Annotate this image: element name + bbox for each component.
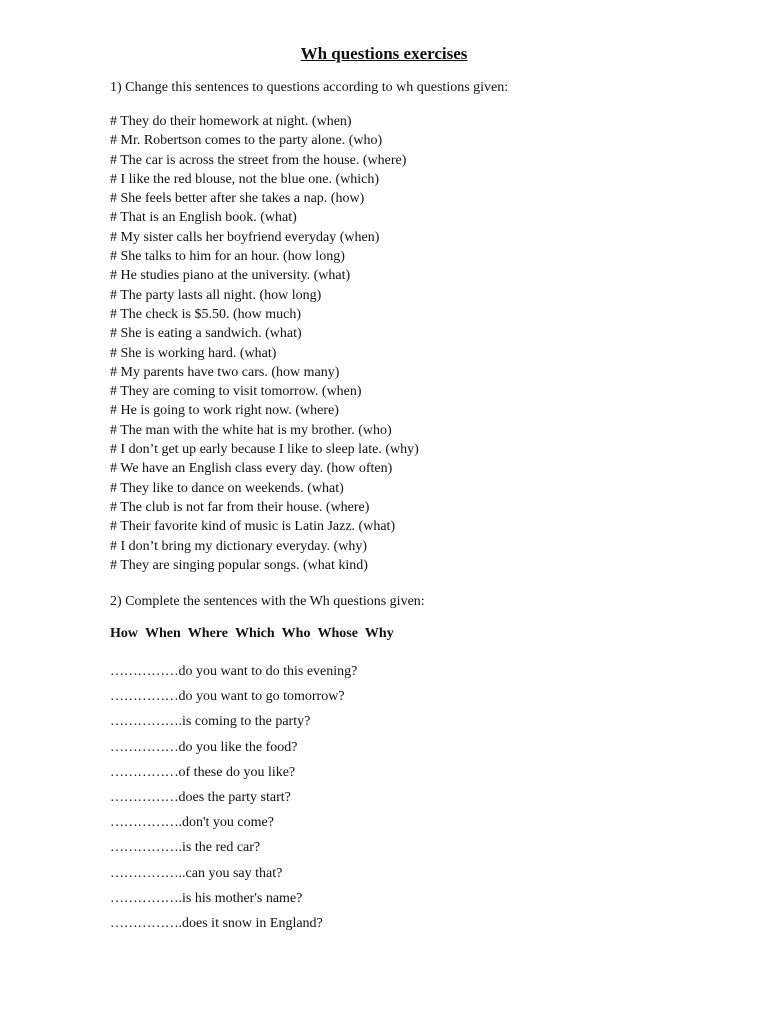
sentence-text: of these do you like? — [178, 764, 296, 780]
list-item: # We have an English class every day. (how often) — [110, 461, 393, 477]
answer-blank: …………… — [110, 664, 179, 679]
word-bank-item: Why — [364, 626, 394, 641]
list-item — [110, 709, 357, 734]
list-item: # I like the red blouse, not the blue one. (which) — [110, 171, 380, 187]
word-bank — [110, 626, 401, 642]
sentence-text: .is coming to the party? — [178, 714, 311, 730]
sentence-text: .is the red car? — [178, 840, 261, 856]
list-item: # My sister calls her boyfriend everyday (when) — [110, 229, 380, 245]
exercise-2-list — [110, 659, 357, 936]
list-item — [110, 835, 357, 860]
list-item — [110, 684, 357, 709]
exercise-1-instruction: 1) Change this sentences to questions according to wh questions given: — [110, 80, 509, 95]
answer-blank: …………… — [110, 789, 179, 805]
answer-blank: …………… — [110, 815, 179, 831]
sentence-text: .is his mother's name? — [178, 890, 303, 906]
list-item: # The check is $5.50. (how much) — [110, 306, 302, 322]
word-bank-item: Who — [281, 626, 311, 641]
list-item: # My parents have two cars. (how many) — [110, 364, 340, 380]
answer-blank: …………… — [110, 714, 179, 730]
sentence-text: .does it snow in England? — [178, 915, 323, 931]
list-item — [110, 760, 357, 785]
word-bank-item: Whose — [317, 626, 358, 641]
list-item: # They are singing popular songs. (what kind) — [110, 557, 368, 573]
answer-blank: …………… — [110, 739, 179, 755]
list-item — [110, 810, 357, 835]
list-item: # She is eating a sandwich. (what) — [110, 326, 302, 342]
sentence-text: do you want to go tomorrow? — [178, 689, 345, 705]
word-bank-item: Which — [234, 626, 275, 641]
list-item: # Mr. Robertson comes to the party alone. (who) — [110, 133, 383, 149]
list-item: # The man with the white hat is my brother. (who) — [110, 422, 392, 438]
list-item: # I don’t get up early because I like to sleep late. (why) — [110, 442, 419, 458]
list-item: # She feels better after she takes a nap. (how) — [110, 191, 365, 207]
list-item — [110, 735, 357, 760]
sentence-text: do you want to do this evening? — [178, 664, 358, 679]
answer-blank: …………… — [110, 689, 179, 705]
exercise-1-list — [110, 112, 419, 575]
page-title: Wh questions exercises — [300, 44, 468, 63]
answer-blank: …………… — [110, 865, 179, 881]
answer-blank: …………… — [110, 890, 179, 906]
list-item: # They are coming to visit tomorrow. (when) — [110, 384, 362, 400]
word-bank-item: When — [145, 626, 181, 641]
exercise-2-instruction: 2) Complete the sentences with the Wh questions given: — [110, 594, 425, 609]
answer-blank: …………… — [110, 915, 179, 931]
list-item: # The car is across the street from the house. (where) — [110, 152, 407, 168]
sentence-text: do you like the food? — [178, 739, 298, 755]
list-item — [110, 911, 357, 936]
list-item: # That is an English book. (what) — [110, 210, 297, 226]
list-item: # They like to dance on weekends. (what) — [110, 480, 344, 496]
list-item — [110, 785, 357, 810]
answer-blank: …………… — [110, 764, 179, 780]
answer-blank: …………… — [110, 840, 179, 856]
list-item: # I don’t bring my dictionary everyday. (why) — [110, 538, 367, 554]
list-item: # The club is not far from their house. (where) — [110, 499, 370, 515]
list-item — [110, 886, 357, 911]
list-item: # Their favorite kind of music is Latin Jazz. (what) — [110, 519, 396, 535]
sentence-text: ..can you say that? — [178, 865, 283, 881]
list-item: # She is working hard. (what) — [110, 345, 277, 361]
sentence-text: does the party start? — [178, 789, 291, 805]
list-item: # The party lasts all night. (how long) — [110, 287, 322, 303]
list-item: # He is going to work right now. (where) — [110, 403, 339, 419]
list-item — [110, 861, 357, 886]
list-item: # She talks to him for an hour. (how long) — [110, 249, 345, 265]
list-item: # He studies piano at the university. (what) — [110, 268, 351, 284]
word-bank-item: Where — [187, 626, 228, 641]
word-bank-item: How — [110, 626, 138, 641]
list-item — [110, 659, 357, 684]
list-item: # They do their homework at night. (when) — [110, 114, 352, 129]
sentence-text: .don't you come? — [178, 815, 274, 831]
